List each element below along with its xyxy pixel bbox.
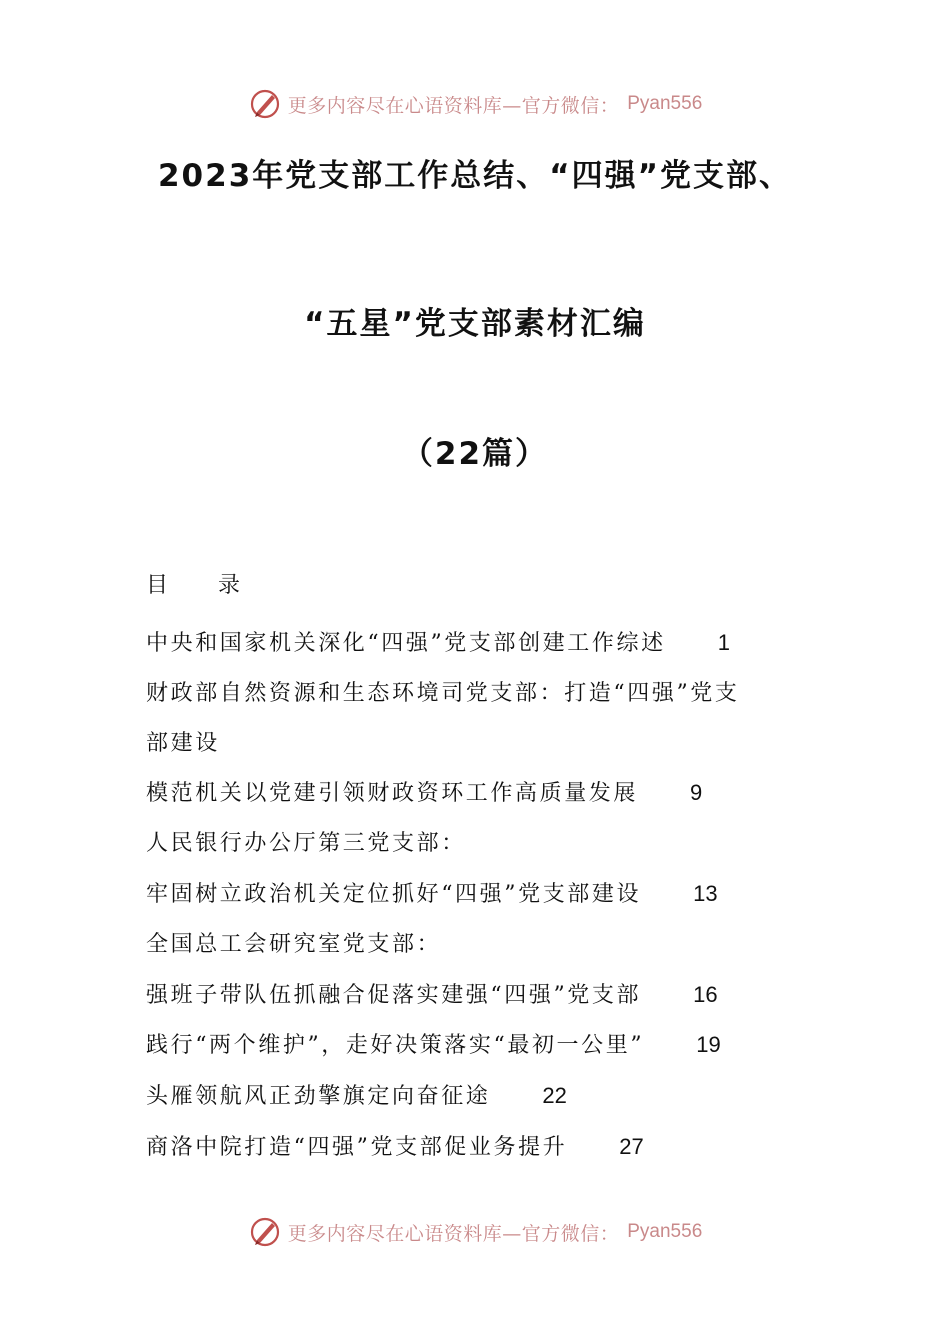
toc-entry-title: 财政部自然资源和生态环境司党支部：打造“四强”党支 [146,680,740,706]
toc-entry-page: 13 [693,880,718,906]
document-title-count: （22篇） [401,436,549,472]
watermark-footer [0,1212,950,1252]
toc-entry-title: 人民银行办公厅第三党支部： [146,831,466,857]
pen-circle-logo-icon [248,1215,282,1249]
toc-entry [146,669,826,719]
toc-entry [146,1071,826,1122]
toc-entry-title: 商洛中院打造“四强”党支部促业务提升 [146,1134,568,1160]
toc-heading-right: 录 [218,573,241,598]
table-of-contents [146,568,826,1173]
watermark-header [0,84,950,124]
toc-entry [146,1020,826,1071]
toc-heading [146,568,826,604]
toc-entry-page: 1 [717,630,730,655]
toc-entry [146,1122,826,1173]
toc-entry-title: 模范机关以党建引领财政资环工作高质量发展 [146,781,639,807]
document-title-line-2: “五星”党支部素材汇编 [304,306,646,342]
toc-entry-page: 9 [690,780,703,806]
toc-entry [146,719,826,769]
toc-entry-page: 19 [696,1032,721,1058]
watermark-text: 更多内容尽在心语资料库—官方微信： [287,94,620,117]
toc-entry-page: 16 [693,981,718,1007]
watermark-wechat-id: Pyan556 [627,93,703,114]
watermark-text: 更多内容尽在心语资料库—官方微信： [287,1222,620,1245]
toc-entry-title: 中央和国家机关深化“四强”党支部创建工作综述 [146,631,666,656]
toc-entry-title: 全国总工会研究室党支部： [146,931,442,957]
toc-entry [146,618,826,669]
toc-entry-title: 部建设 [146,730,220,756]
watermark-wechat-id: Pyan556 [627,1221,703,1242]
toc-entry-title: 牢固树立政治机关定位抓好“四强”党支部建设 [146,881,642,907]
toc-entry-title: 践行“两个维护”，走好决策落实“最初一公里” [146,1033,645,1059]
toc-entry-title: 强班子带队伍抓融合促落实建强“四强”党支部 [146,982,642,1008]
toc-entry [146,819,826,869]
toc-entry [146,970,826,1021]
toc-entry [146,768,826,819]
document-title-line-1: 2023年党支部工作总结、“四强”党支部、 [157,158,793,194]
toc-entry-page: 27 [619,1133,644,1159]
toc-entry [146,920,826,970]
toc-entry-title: 头雁领航风正劲擎旗定向奋征途 [146,1084,491,1110]
toc-entry-page: 22 [542,1083,567,1109]
pen-circle-logo-icon [248,87,282,121]
toc-entry [146,869,826,920]
toc-heading-left: 目 [146,573,169,598]
